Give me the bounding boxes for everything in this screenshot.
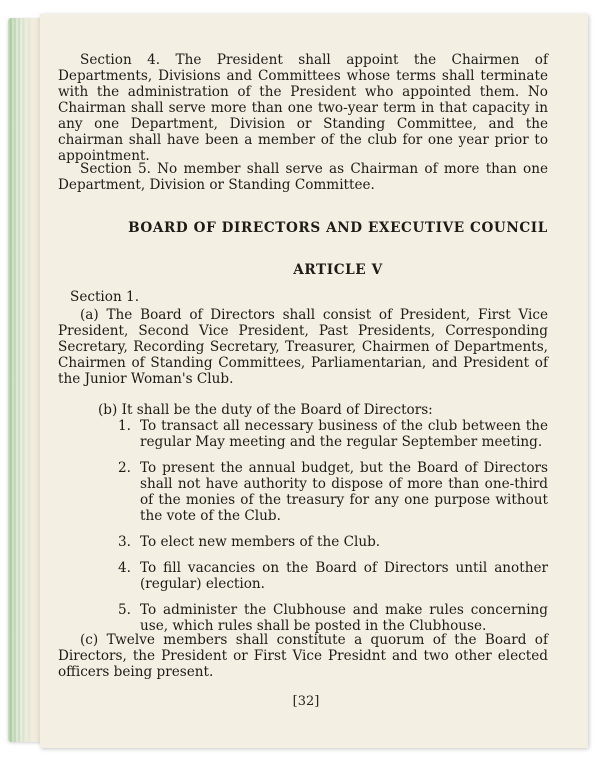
- list-item: [118, 460, 548, 524]
- paragraph-a: [58, 307, 548, 387]
- paragraph-a-text: (a) The Board of Directors shall consist of President, First Vice President, Second Vice President, Past Presidents, Corresponding Secretary, Recording Secretary, Treasurer, Chairmen of Departments, Chairmen of Standing Committees, Parliamentarian, and President of the Junior Woman's Club.: [58, 307, 548, 387]
- list-item-text: To fill vacancies on the Board of Directors until another (regular) election.: [140, 560, 548, 592]
- board-heading: BOARD OF DIRECTORS AND EXECUTIVE COUNCIL: [128, 220, 548, 236]
- article-heading: ARTICLE V: [293, 262, 383, 278]
- list-item-number: 4.: [118, 560, 131, 576]
- list-item: [118, 534, 548, 550]
- duties-list: [118, 418, 548, 634]
- list-item-text: To administer the Clubhouse and make rules concerning use, which rules shall be posted in the Clubhouse.: [140, 602, 548, 634]
- section-1-label: Section 1.: [70, 289, 140, 305]
- list-item-number: 2.: [118, 460, 131, 476]
- list-item: [118, 560, 548, 592]
- page-number: [32]: [292, 694, 320, 709]
- list-item-number: 1.: [118, 418, 131, 434]
- list-item-text: To present the annual budget, but the Board of Directors shall not have authority to dispose of more than one-third of the monies of the treasury for any one purpose without the vote of the Club.: [140, 460, 548, 524]
- section-5: [58, 161, 548, 193]
- section-4: [58, 52, 548, 164]
- list-item-text: To elect new members of the Club.: [140, 534, 381, 550]
- section-4-text: Section 4. The President shall appoint the Chairmen of Departments, Divisions and Committees whose terms shall terminate with the administration of the President who appointed them. No Chairman shall serve more than one two-year term in that capacity in any one Department, Division or Standing Committee, and the chairman shall have been a member of the club for one year prior to appointment.: [58, 52, 548, 164]
- list-item-number: 5.: [118, 602, 131, 618]
- list-item-number: 3.: [118, 534, 131, 550]
- section-5-text: Section 5. No member shall serve as Chairman of more than one Department, Division or Standing Committee.: [58, 161, 548, 193]
- paragraph-c: [58, 632, 548, 680]
- paragraph-c-text: (c) Twelve members shall constitute a quorum of the Board of Directors, the President or First Vice Presidnt and two other elected officers being present.: [58, 632, 548, 680]
- list-item: [118, 602, 548, 634]
- list-item: [118, 418, 548, 450]
- paragraph-b-heading: (b) It shall be the duty of the Board of Directors:: [98, 402, 433, 418]
- list-item-text: To transact all necessary business of the club between the regular May meeting and the regular September meeting.: [140, 418, 548, 450]
